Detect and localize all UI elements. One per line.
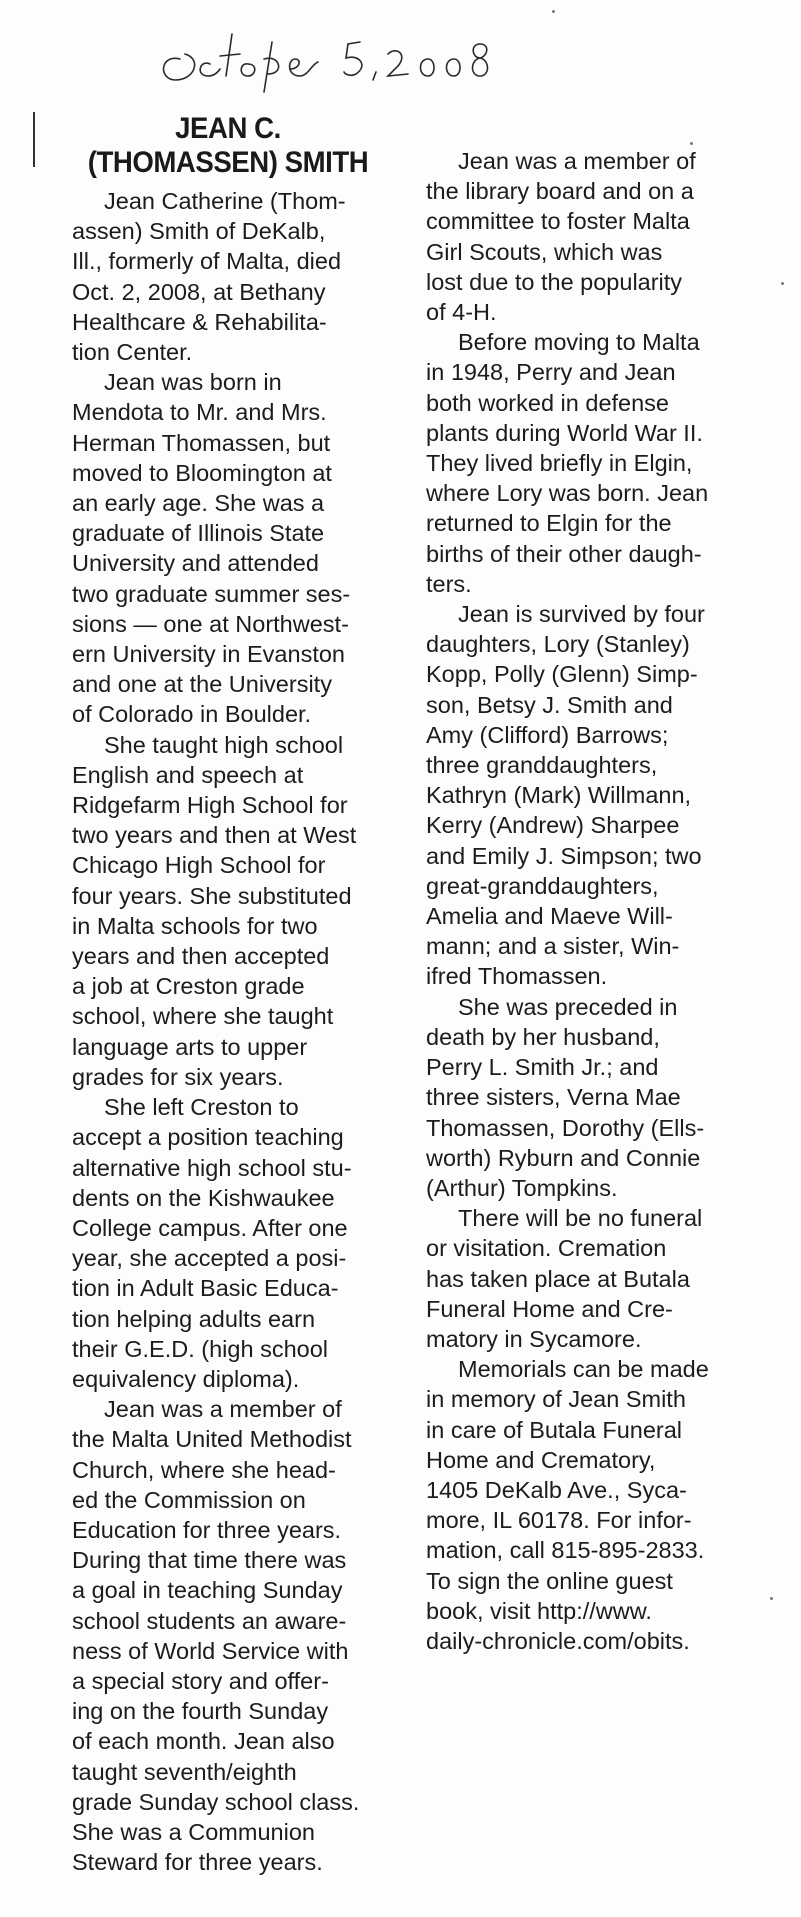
text-line: the library board and on a	[426, 178, 694, 205]
text-line: returned to Elgin for the	[426, 510, 672, 537]
text-line: College campus. After one	[72, 1214, 348, 1241]
text-line: three sisters, Verna Mae	[426, 1084, 681, 1111]
text-line: ters.	[426, 570, 472, 597]
text-line: in 1948, Perry and Jean	[426, 359, 676, 386]
text-line: Kerry (Andrew) Sharpee	[426, 812, 680, 839]
headline-line: JEAN C.	[175, 112, 281, 145]
obituary-headline	[62, 112, 393, 180]
text-line: Girl Scouts, which was	[426, 238, 663, 265]
text-line: She left Creston to	[104, 1094, 299, 1121]
paragraph	[72, 1092, 412, 1394]
text-line: matory in Sycamore.	[426, 1325, 642, 1352]
text-line: Church, where she head-	[72, 1456, 336, 1483]
scan-speck	[690, 142, 693, 145]
text-line: year, she accepted a posi-	[72, 1245, 347, 1272]
text-line: Amy (Clifford) Barrows;	[426, 721, 669, 748]
scan-speck	[770, 1597, 773, 1600]
text-line: a special story and offer-	[72, 1667, 329, 1694]
text-line: school, where she taught	[72, 1003, 334, 1030]
text-line: 1405 DeKalb Ave., Syca-	[426, 1476, 687, 1503]
text-line: taught seventh/eighth	[72, 1758, 297, 1785]
text-line: grade Sunday school class.	[72, 1788, 360, 1815]
text-line: Chicago High School for	[72, 852, 326, 879]
text-line: school students an aware-	[72, 1607, 347, 1634]
margin-rule	[33, 112, 35, 167]
text-line: Jean was born in	[104, 369, 282, 396]
text-line: Ridgefarm High School for	[72, 792, 348, 819]
text-line: ern University in Evanston	[72, 641, 345, 668]
text-line: daughters, Lory (Stanley)	[426, 631, 690, 658]
text-line: Memorials can be made	[458, 1356, 709, 1383]
scan-speck	[781, 282, 784, 285]
text-line: Ill., formerly of Malta, died	[72, 248, 342, 275]
text-line: She taught high school	[104, 731, 344, 758]
text-line: and one at the University	[72, 671, 332, 698]
text-line: Kopp, Polly (Glenn) Simp-	[426, 661, 698, 688]
text-line: Jean was a member of	[458, 148, 696, 174]
paragraph	[72, 367, 412, 729]
text-line: ness of World Service with	[72, 1637, 349, 1664]
text-line: two graduate summer ses-	[72, 580, 351, 607]
text-line: death by her husband,	[426, 1023, 660, 1050]
text-line: English and speech at	[72, 761, 304, 788]
text-line: the Malta United Methodist	[72, 1426, 352, 1453]
text-line: To sign the online guest	[426, 1567, 673, 1594]
handwritten-date	[140, 14, 570, 94]
text-line: has taken place at Butala	[426, 1265, 690, 1292]
text-line: both worked in defense	[426, 389, 669, 416]
text-line: a job at Creston grade	[72, 973, 305, 1000]
text-line: their G.E.D. (high school	[72, 1335, 328, 1362]
text-line: University and attended	[72, 550, 319, 577]
text-line: Herman Thomassen, but	[72, 429, 331, 456]
text-line: Kathryn (Mark) Willmann,	[426, 782, 692, 809]
text-line: Steward for three years.	[72, 1849, 323, 1876]
paragraph	[72, 186, 412, 367]
text-line: in Malta schools for two	[72, 912, 318, 939]
text-line: grades for six years.	[72, 1063, 284, 1090]
text-line: There will be no funeral	[458, 1205, 703, 1232]
text-line: equivalency diploma).	[72, 1365, 300, 1392]
paragraph	[426, 146, 776, 327]
text-line: two years and then at West	[72, 822, 357, 849]
text-line: ifred Thomassen.	[426, 963, 608, 990]
left-column	[72, 186, 412, 1877]
text-line: They lived briefly in Elgin,	[426, 450, 693, 477]
text-line: Before moving to Malta	[458, 329, 700, 356]
handwritten-date-ink	[140, 14, 570, 94]
text-line: worth) Ryburn and Connie	[426, 1144, 701, 1171]
text-line: tion Center.	[72, 339, 193, 366]
text-line: Jean was a member of	[104, 1396, 342, 1423]
scan-speck	[552, 10, 555, 13]
text-line: Jean Catherine (Thom-	[104, 188, 346, 214]
text-line: Amelia and Maeve Will-	[426, 903, 673, 930]
text-line: sions — one at Northwest-	[72, 610, 349, 637]
text-line: plants during World War II.	[426, 419, 703, 446]
text-line: a goal in teaching Sunday	[72, 1577, 343, 1604]
headline-line: (THOMASSEN) SMITH	[87, 146, 369, 179]
paragraph	[426, 599, 776, 992]
paragraph	[72, 730, 412, 1092]
text-line: book, visit http://www.	[426, 1597, 652, 1624]
text-line: an early age. She was a	[72, 490, 325, 517]
text-line: ed the Commission on	[72, 1486, 306, 1513]
text-line: son, Betsy J. Smith and	[426, 691, 673, 718]
paragraph	[426, 992, 776, 1203]
text-line: She was a Communion	[72, 1818, 315, 1845]
text-line: She was preceded in	[458, 993, 678, 1020]
text-line: dents on the Kishwaukee	[72, 1184, 335, 1211]
text-line: moved to Bloomington at	[72, 459, 332, 486]
text-line: Jean is survived by four	[458, 601, 705, 628]
text-line: tion in Adult Basic Educa-	[72, 1275, 339, 1302]
text-line: language arts to upper	[72, 1033, 308, 1060]
text-line: mation, call 815-895-2833.	[426, 1537, 705, 1564]
paragraph	[426, 327, 776, 599]
text-line: Oct. 2, 2008, at Bethany	[72, 278, 326, 305]
text-line: more, IL 60178. For infor-	[426, 1507, 692, 1534]
text-line: ing on the fourth Sunday	[72, 1698, 329, 1725]
text-line: Mendota to Mr. and Mrs.	[72, 399, 327, 426]
text-line: great-granddaughters,	[426, 872, 659, 899]
text-line: alternative high school stu-	[72, 1154, 352, 1181]
text-line: Education for three years.	[72, 1516, 342, 1543]
text-line: mann; and a sister, Win-	[426, 933, 680, 960]
text-line: of 4-H.	[426, 299, 497, 326]
text-line: four years. She substituted	[72, 882, 352, 909]
text-line: Thomassen, Dorothy (Ells-	[426, 1114, 705, 1141]
text-line: daily-chronicle.com/obits.	[426, 1627, 690, 1654]
text-line: and Emily J. Simpson; two	[426, 842, 702, 869]
text-line: committee to foster Malta	[426, 208, 690, 235]
paragraph	[72, 1394, 412, 1877]
text-line: graduate of Illinois State	[72, 520, 325, 547]
right-column	[426, 146, 776, 1656]
text-line: (Arthur) Tompkins.	[426, 1174, 618, 1201]
text-line: Home and Crematory,	[426, 1446, 656, 1473]
text-line: three granddaughters,	[426, 752, 658, 779]
text-line: or visitation. Cremation	[426, 1235, 667, 1262]
text-line: tion helping adults earn	[72, 1305, 316, 1332]
text-line: where Lory was born. Jean	[426, 480, 709, 507]
paragraph	[426, 1203, 776, 1354]
text-line: births of their other daugh-	[426, 540, 702, 567]
text-line: in memory of Jean Smith	[426, 1386, 686, 1413]
text-line: assen) Smith of DeKalb,	[72, 218, 326, 245]
text-line: of each month. Jean also	[72, 1728, 335, 1755]
text-line: accept a position teaching	[72, 1124, 344, 1151]
text-line: Healthcare & Rehabilita-	[72, 308, 327, 335]
text-line: in care of Butala Funeral	[426, 1416, 683, 1443]
text-line: During that time there was	[72, 1547, 347, 1574]
text-line: Funeral Home and Cre-	[426, 1295, 673, 1322]
text-line: Perry L. Smith Jr.; and	[426, 1054, 659, 1081]
text-line: of Colorado in Boulder.	[72, 701, 312, 728]
paragraph	[426, 1354, 776, 1656]
text-line: lost due to the popularity	[426, 268, 683, 295]
text-line: years and then accepted	[72, 943, 330, 970]
